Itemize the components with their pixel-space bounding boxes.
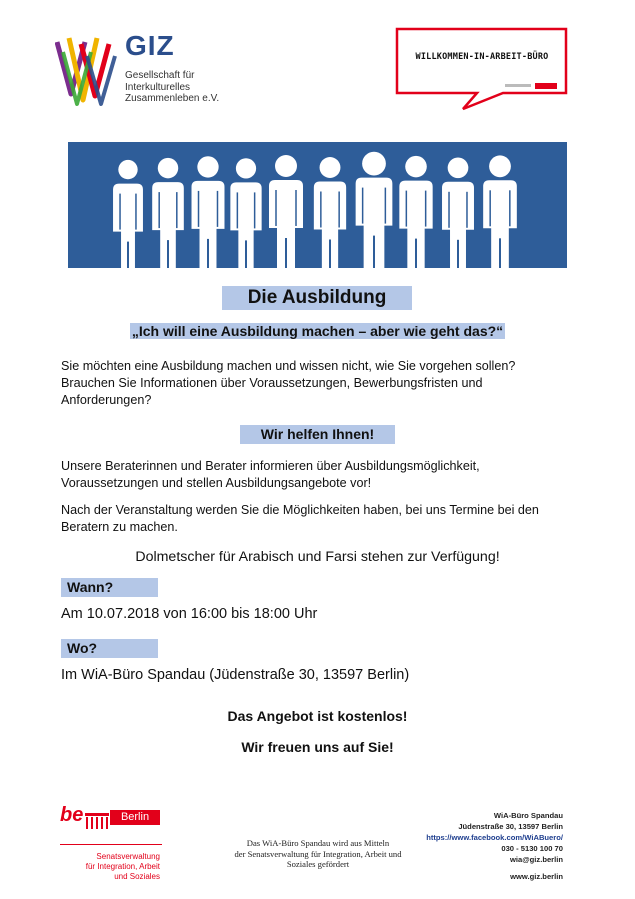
next-steps-paragraph: Nach der Veranstaltung werden Sie die Möglichkeiten haben, bei uns Termine bei den Beratern zu machen. [61,503,539,534]
speech-bubble-icon [395,27,570,112]
giz-title: GIZ [125,30,175,61]
brandenburg-gate-icon [84,812,110,830]
banner-image [68,142,567,268]
page-title: Die Ausbildung [222,286,412,310]
giz-subtitle-line: Zusammenleben e.V. [125,93,220,104]
subtitle-text: „Ich will eine Ausbildung machen – aber wie geht das?“ [131,323,504,339]
senat-line: für Integration, Arbeit [85,862,160,871]
senat-line: und Soziales [114,872,160,881]
contact-phone: 030 - 5130 100 70 [501,844,563,853]
facebook-link[interactable]: https://www.facebook.com/WiABuero/ [426,833,563,842]
person-figure [356,152,393,268]
person-figure [483,155,517,268]
giz-subtitle [125,70,219,105]
wia-logo [395,27,570,112]
when-value: Am 10.07.2018 von 16:00 bis 18:00 Uhr [61,606,318,622]
help-heading: Wir helfen Ihnen! [240,425,395,444]
people-professions-icon [68,142,567,268]
giz-subtitle-line: Gesellschaft für [125,70,195,81]
contact-block [395,810,563,882]
senat-line: Senatsverwaltung [96,852,160,861]
person-figure [113,160,143,268]
person-figure [442,157,474,268]
person-figure [230,158,261,268]
free-offer-text: Das Angebot ist kostenlos! [227,708,408,724]
funding-line: Das WiA-Büro Spandau wird aus Mitteln [246,838,390,848]
funding-line: Soziales gefördert [286,859,350,869]
wia-logo-text: WILLKOMMEN-IN-ARBEIT-BÜRO [415,52,549,62]
person-figure [192,156,225,268]
berlin-logo-word: Berlin [110,810,160,825]
giz-subtitle-line: Interkulturelles [125,81,191,93]
berlin-logo-be: be [60,804,84,826]
interpreter-note: Dolmetscher für Arabisch und Farsi stehen zur Verfügung! [135,549,500,565]
when-label: Wann? [61,578,158,597]
email-link[interactable]: wia@giz.berlin [510,855,563,864]
welcome-text: Wir freuen uns auf Sie! [241,739,394,755]
subtitle [0,323,635,339]
person-figure [269,155,303,268]
funding-line: der Senatsverwaltung für Integration, Arbeit und [234,848,402,859]
funding-note [225,838,411,870]
contact-name: WiA-Büro Spandau [493,811,563,820]
where-label: Wo? [61,639,158,658]
giz-logo [55,30,245,110]
giz-mark-icon [55,34,117,106]
where-value: Im WiA-Büro Spandau (Jüdenstraße 30, 13597 Berlin) [61,667,410,683]
person-figure [152,158,184,268]
person-figure [399,156,432,268]
berlin-logo [60,804,170,883]
intro-paragraph: Sie möchten eine Ausbildung machen und wissen nicht, wie Sie vorgehen sollen? Brauchen Sie Informationen über Voraussetzungen, Bewerbungsfristen und Anforderungen? [61,359,516,407]
info-paragraph: Unsere Beraterinnen und Berater informieren über Ausbildungsmöglichkeit, Voraussetzungen und stellen Ausbildungsangebote vor! [61,459,480,490]
website-link[interactable]: www.giz.berlin [510,872,563,881]
senat-text [80,852,160,882]
contact-address: Jüdenstraße 30, 13597 Berlin [458,822,563,831]
berlin-logo-divider [60,844,162,845]
person-figure [314,157,346,268]
